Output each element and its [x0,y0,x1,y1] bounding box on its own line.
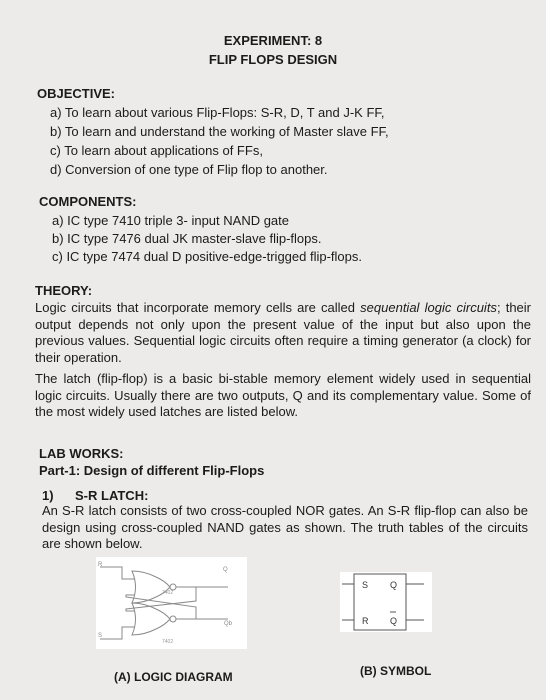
theory-emphasis: sequential logic circuits [360,300,497,315]
symbol-q-label: Q [390,580,398,590]
experiment-number: EXPERIMENT: 8 [223,33,323,48]
feedback-wire [126,595,196,619]
lab-heading: LAB WORKS: [39,446,124,461]
sr-latch-number: 1) [42,488,54,503]
ic-label-bottom: 7402 [162,639,174,645]
q-label: Q [223,567,228,573]
theory-paragraph-1: Logic circuits that incorporate memory cells are called sequential logic circuits; their output depends not only upon the present value of the input but also upon the previous values. Sequential logic circuits often require a timing generator (a clock) for their operation. [35,300,531,365]
theory-heading: THEORY: [35,283,93,298]
objective-item: d) Conversion of one type of Flip flop to another. [50,162,328,177]
objective-item: a) To learn about various Flip-Flops: S-R, D, T and J-K FF, [50,105,385,120]
sr-symbol [340,572,432,632]
component-item: b) IC type 7476 dual JK master-slave flip-flops. [52,231,322,246]
components-heading: COMPONENTS: [39,194,137,209]
objective-item: b) To learn and understand the working of Master slave FF, [50,124,389,139]
ic-label-top: 7402 [162,590,174,596]
r-input-wire [100,567,135,579]
sr-latch-description: An S-R latch consists of two cross-coupled NOR gates. An S-R flip-flop can also be design using cross-coupled NAND gates as shown. The truth tables of the circuits are shown below. [42,503,528,551]
component-item: a) IC type 7410 triple 3- input NAND gate [52,213,290,228]
experiment-title: FLIP FLOPS DESIGN [208,52,338,67]
symbol-r-label: R [362,616,369,626]
theory-paragraph-2: The latch (flip-flop) is a basic bi-stable memory element widely used in sequential logic circuits. Usually there are two outputs, Q and its complementary value. Some of the most widely used latches are listed below. [35,371,531,419]
qb-label: Qb [224,621,233,627]
symbol-figure [340,572,432,632]
symbol-qbar-label: Q [390,616,398,626]
s-label: S [98,633,103,639]
lab-part-title: Part-1: Design of different Flip-Flops [39,463,265,478]
s-input-wire [100,627,135,639]
symbol-caption: (B) SYMBOL [360,664,432,678]
objective-item: c) To learn about applications of FFs, [50,143,263,158]
inversion-bubble [170,616,176,622]
symbol-s-label: S [362,580,369,590]
sr-latch-heading: S-R LATCH: [75,488,149,503]
r-label: R [98,562,103,568]
logic-diagram-figure [96,557,247,649]
component-item: c) IC type 7474 dual D positive-edge-trigged flip-flops. [52,249,362,264]
logic-diagram [96,557,247,649]
logic-diagram-caption: (A) LOGIC DIAGRAM [114,670,233,684]
objective-heading: OBJECTIVE: [37,86,116,101]
